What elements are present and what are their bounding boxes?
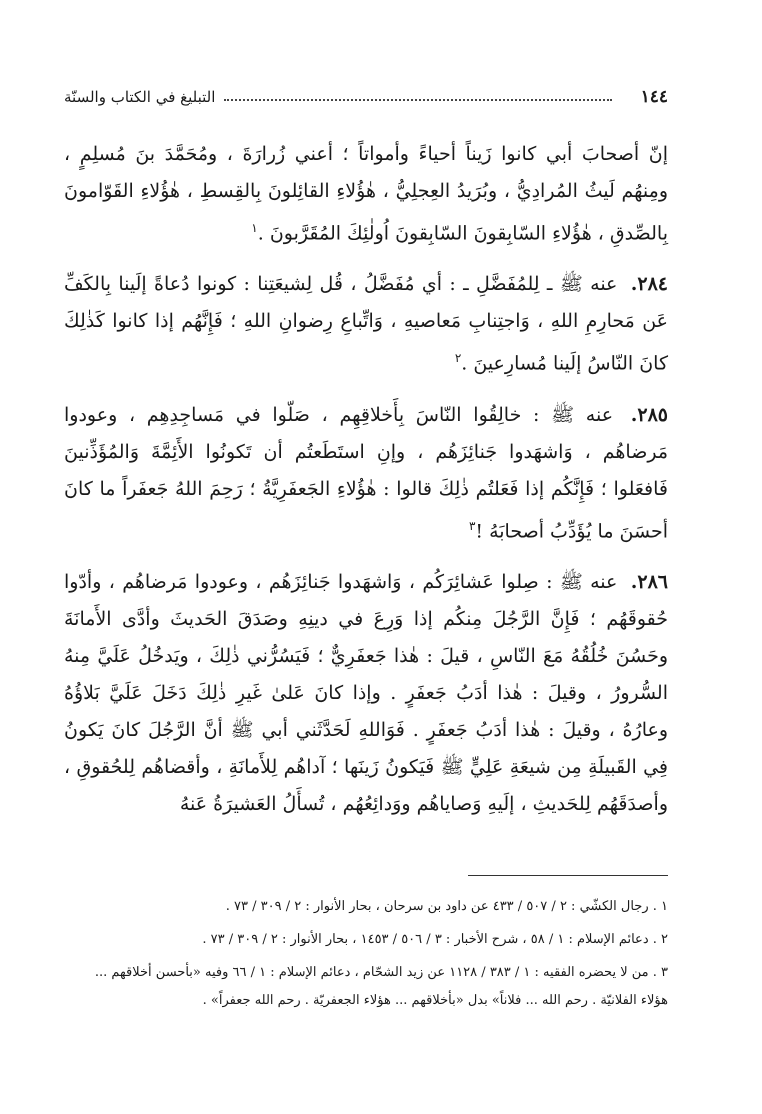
main-text [64,136,668,837]
footnote-ref: ١ [251,221,258,235]
page-number: ١٤٤ [640,87,668,107]
hadith-286 [64,564,668,823]
footnote-2: ٢ . دعائم الإسلام : ١ / ٥٨ ، شرح الأخبار : ٣ / ٥٠٦ / ١٤٥٣ ، بحار الأنوار : ٢ / ٣٠٩ / ٧٣ . [202,932,668,947]
paragraph-text: عنه ﷺ : صِلوا عَشائِرَكُم ، وَاشهَدوا جَنائِزَهُم ، وعودوا مَرضاهُم ، وأدّوا حُقوقَهُم ؛ فَإِنَّ الرَّجُلَ مِنكُم إذا وَرِعَ في دينِهِ وصَدَقَ الحَديثَ وأدَّى الأَمانَةَ وحَسُنَ خُلُقُهُ مَعَ النّاسِ ، قيلَ : هٰذا جَعفَرِيٌّ ؛ فَيَسُرُّني ذٰلِكَ ، ويَدخُلُ عَلَيَّ مِنهُ السُّرورُ ، وقيلَ : هٰذا أدَبُ جَعفَرٍ . وإذا كانَ عَلىٰ غَيرِ ذٰلِكَ دَخَلَ عَلَيَّ بَلاؤُهُ وعارُهُ ، وقيلَ : هٰذا أدَبُ جَعفَرٍ . فَوَاللهِ لَحَدَّثَني أبي ﷺ أنَّ الرَّجُلَ كانَ يَكونُ فِي القَبيلَةِ مِن شيعَةِ عَلِيٍّ ﷺ فَيَكونُ زَينَها ؛ آداهُم لِلأَمانَةِ ، وأقضاهُم لِلحُقوقِ ، وأصدَقَهُم لِلحَديثِ ، إلَيهِ وَصاياهُم ووَدائِعُهُم ، تُسأَلُ العَشيرَةُ عَنهُ [64,570,668,815]
paragraph-continuation [64,136,668,252]
footnote-divider [468,875,668,876]
header-leader-dots [224,99,612,101]
page-header [64,84,668,110]
hadith-number: ٢٨٦. [630,570,668,593]
footnote-1: ١ . رجال الكشّي : ٢ / ٥٠٧ / ٤٣٣ عن داود بن سرحان ، بحار الأنوار : ٢ / ٣٠٩ / ٧٣ . [225,899,668,914]
hadith-number: ٢٨٥. [630,403,668,426]
paragraph-text: عنه ﷺ ـ لِلمُفَضَّلِ ـ : أي مُفَضَّلُ ، قُل لِشيعَتِنا : كونوا دُعاةً إلَينا بِالكَفِّ عَن مَحارِمِ اللهِ ، وَاجتِنابِ مَعاصيهِ ، وَاتِّباعِ رِضوانِ اللهِ ؛ فَإِنَّهُم إذا كانوا كَذٰلِكَ كانَ النّاسُ إلَينا مُسارِعينَ . [64,273,668,375]
paragraph-text: إنّ أصحابَ أبي كانوا زَيناً أحياءً وأمواتاً ؛ أعني زُرارَةَ ، ومُحَمَّدَ بنَ مُسلِمٍ ، ومِنهُم لَيثُ المُرادِيُّ ، وبُرَيدُ العِجلِيُّ ، هٰؤُلاءِ القائِلونَ بِالقِسطِ ، هٰؤُلاءِ القَوّامونَ بِالصِّدقِ ، هٰؤُلاءِ السّابِقونَ السّابِقونَ اُولٰئِكَ المُقَرَّبونَ . [64,143,668,245]
footnote-ref: ٣ [468,518,476,533]
paragraph-text: عنه ﷺ : خالِقُوا النّاسَ بِأَخلاقِهِم ، صَلّوا في مَساجِدِهِم ، وعودوا مَرضاهُم ، وَاشهَدوا جَنائِزَهُم ، وإنِ استَطَعتُم أن تَكونُوا الأَئِمَّةَ وَالمُؤَذِّنينَ فَافعَلوا ؛ فَإِنَّكُم إذا فَعَلتُم ذٰلِكَ قالوا : هٰؤُلاءِ الجَعفَرِيَّةُ ؛ رَحِمَ اللهُ جَعفَراً ما كانَ أحسَنَ ما يُؤَدِّبُ أصحابَهُ ! [64,403,668,542]
hadith-284 [64,266,668,382]
hadith-285 [64,397,668,550]
running-title: التبليغ في الكتاب والسنّة [64,88,216,106]
hadith-number: ٢٨٤. [630,273,668,296]
footnote-ref: ٢ [454,351,462,366]
footnotes [64,893,668,1020]
footnote-3: ٣ . من لا يحضره الفقيه : ١ / ٣٨٣ / ١١٢٨ عن زيد الشحّام ، دعائم الإسلام : ١ / ٦٦ وفيه «بأحسن أخلاقهم ... هؤلاء الفلانيّة . رحم الله ... فلاناً» بدل «بأخلاقهم ... هؤلاء الجعفريّة . رحم الله جعفراً» . [94,965,668,1008]
